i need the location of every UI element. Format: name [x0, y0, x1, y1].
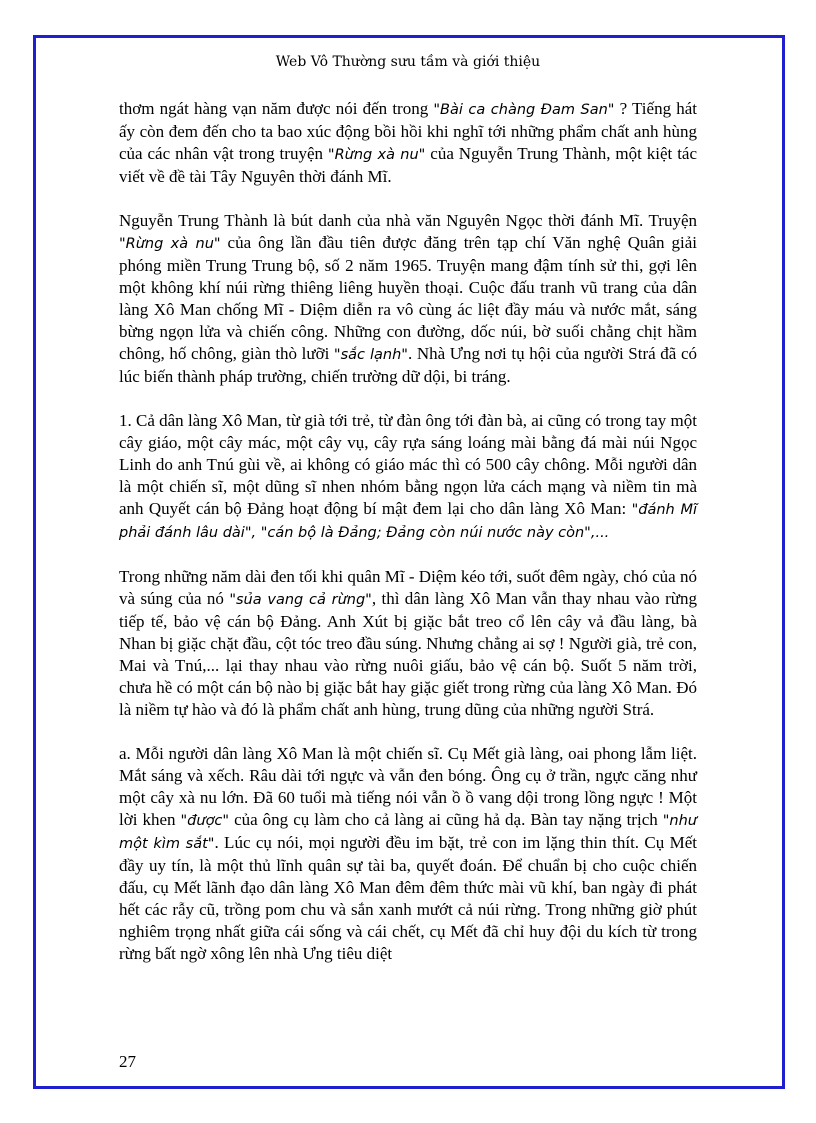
- quoted-phrase: "sắc lạnh": [333, 347, 408, 363]
- paragraph-4: [119, 566, 697, 721]
- quoted-phrase: "Bài ca chàng Đam San": [433, 102, 615, 118]
- paragraph-5: [119, 743, 697, 965]
- quoted-phrase: "Rừng xà nu": [119, 236, 221, 252]
- quoted-phrase: "được": [180, 813, 230, 829]
- paragraph-text: thơm ngát hàng vạn năm được nói đến trong: [119, 99, 434, 118]
- quoted-phrase: "như một kìm sắt": [119, 813, 697, 852]
- quoted-phrase: "sủa vang cả rừng": [229, 592, 372, 608]
- paragraph-text: của Nguyễn Trung Thành, một kiệt tác viết về đề tài Tây Nguyên thời đánh Mĩ.: [119, 144, 698, 186]
- paragraph-text: ? Tiếng hát ấy còn đem đến cho ta bao xúc động bồi hồi khi nghĩ tới những phẩm chất anh hùng của các nhân vật trong truyện: [119, 99, 697, 163]
- paragraph-1: [119, 98, 697, 188]
- document-body: [119, 98, 697, 987]
- page-header: Web Vô Thường sưu tầm và giới thiệu: [275, 54, 541, 70]
- quoted-phrase: "Rừng xà nu": [327, 147, 426, 163]
- paragraph-text: . Lúc cụ nói, mọi người đều im bặt, trẻ con im lặng thin thít. Cụ Mết đầy uy tín, là một thủ lĩnh quân sự tài ba, quyết đoán. Để chuẩn bị cho cuộc chiến đấu, cụ Mết lãnh đạo dân làng Xô Man đêm đêm thức mài vũ khí, ban ngày đi phát hết các rẫy cũ, trồng pom chu và sắn xanh mướt cả núi rừng. Trong những giờ phút nghiêm trọng nhất giữa cái sống và cái chết, cụ Mết đã chỉ huy đội du kích từ trong rừng bất ngờ xông lên nhà Ưng tiêu diệt: [119, 833, 697, 963]
- paragraph-text: . Nhà Ưng nơi tụ hội của người Strá đã có lúc biến thành pháp trường, chiến trường dữ dội, bi tráng.: [119, 344, 698, 386]
- paragraph-text: Trong những năm dài đen tối khi quân Mĩ - Diệm kéo tới, suốt đêm ngày, chó của nó và súng của nó: [119, 567, 697, 608]
- quoted-phrase: "đánh Mĩ phải đánh lâu dài", "cán bộ là Đảng; Đảng còn núi nước này còn",...: [119, 502, 697, 541]
- paragraph-3: [119, 410, 697, 544]
- paragraph-text: 1. Cả dân làng Xô Man, từ già tới trẻ, từ đàn ông tới đàn bà, ai cũng có trong tay một cây giáo, một cây mác, một cây vụ, cây rựa sáng loáng mài bằng đá mài núi Ngọc Linh do anh Tnú gùi về, ai không có giáo mác thì có 500 cây chông. Mỗi người dân là một chiến sĩ, một dũng sĩ nhen nhóm bằng ngọn lửa cách mạng và niềm tin mà anh Quyết cán bộ Đảng hoạt động bí mật đem lại cho dân làng Xô Man:: [119, 411, 697, 518]
- paragraph-text: , thì dân làng Xô Man vẫn thay nhau vào rừng tiếp tế, bảo vệ cán bộ Đảng. Anh Xút bị giặc bắt treo cổ lên cây vả đầu làng, bà Nhan bị giặc chặt đầu, cột tóc treo đầu súng. Nhưng chẳng ai sợ ! Người già, trẻ con, Mai và Tnú,... lại thay nhau vào rừng nuôi giấu, bảo vệ cán bộ. Suốt 5 năm trời, chưa hề có một cán bộ nào bị giặc bắt hay giặc giết trong rừng của làng Xô Man. Đó là niềm tự hào và đó là phẩm chất anh hùng, trung dũng của những người Strá.: [119, 589, 697, 719]
- paragraph-text: a. Mỗi người dân làng Xô Man là một chiến sĩ. Cụ Mết già làng, oai phong lẫm liệt. Mắt sáng và xếch. Râu dài tới ngực và vẫn đen bóng. Ông cụ ở trần, ngực căng như một cây xà nu lớn. Đã 60 tuổi mà tiếng nói vẫn ồ ồ vang dội trong lồng ngực ! Một lời khen: [119, 744, 697, 829]
- page-number: 27: [119, 1052, 136, 1071]
- paragraph-text: của ông cụ làm cho cả làng ai cũng hả dạ. Bàn tay nặng trịch: [229, 810, 663, 829]
- paragraph-text: Nguyễn Trung Thành là bút danh của nhà văn Nguyên Ngọc thời đánh Mĩ. Truyện: [119, 211, 697, 230]
- paragraph-2: [119, 210, 697, 388]
- paragraph-text: của ông lần đầu tiên được đăng trên tạp chí Văn nghệ Quân giải phóng miền Trung Trung bộ, số 2 năm 1965. Truyện mang đậm tính sử thi, gợi lên một không khí núi rừng thiêng liêng huyền thoại. Cuộc đấu tranh vũ trang của dân làng Xô Man chống Mĩ - Diệm diễn ra vô cùng ác liệt đầy máu và nước mắt, sáng bừng ngọn lửa và chiến công. Những con đường, dốc núi, bờ suối chằng chịt hầm chông, hố chông, giàn thò lưỡi: [119, 233, 697, 363]
